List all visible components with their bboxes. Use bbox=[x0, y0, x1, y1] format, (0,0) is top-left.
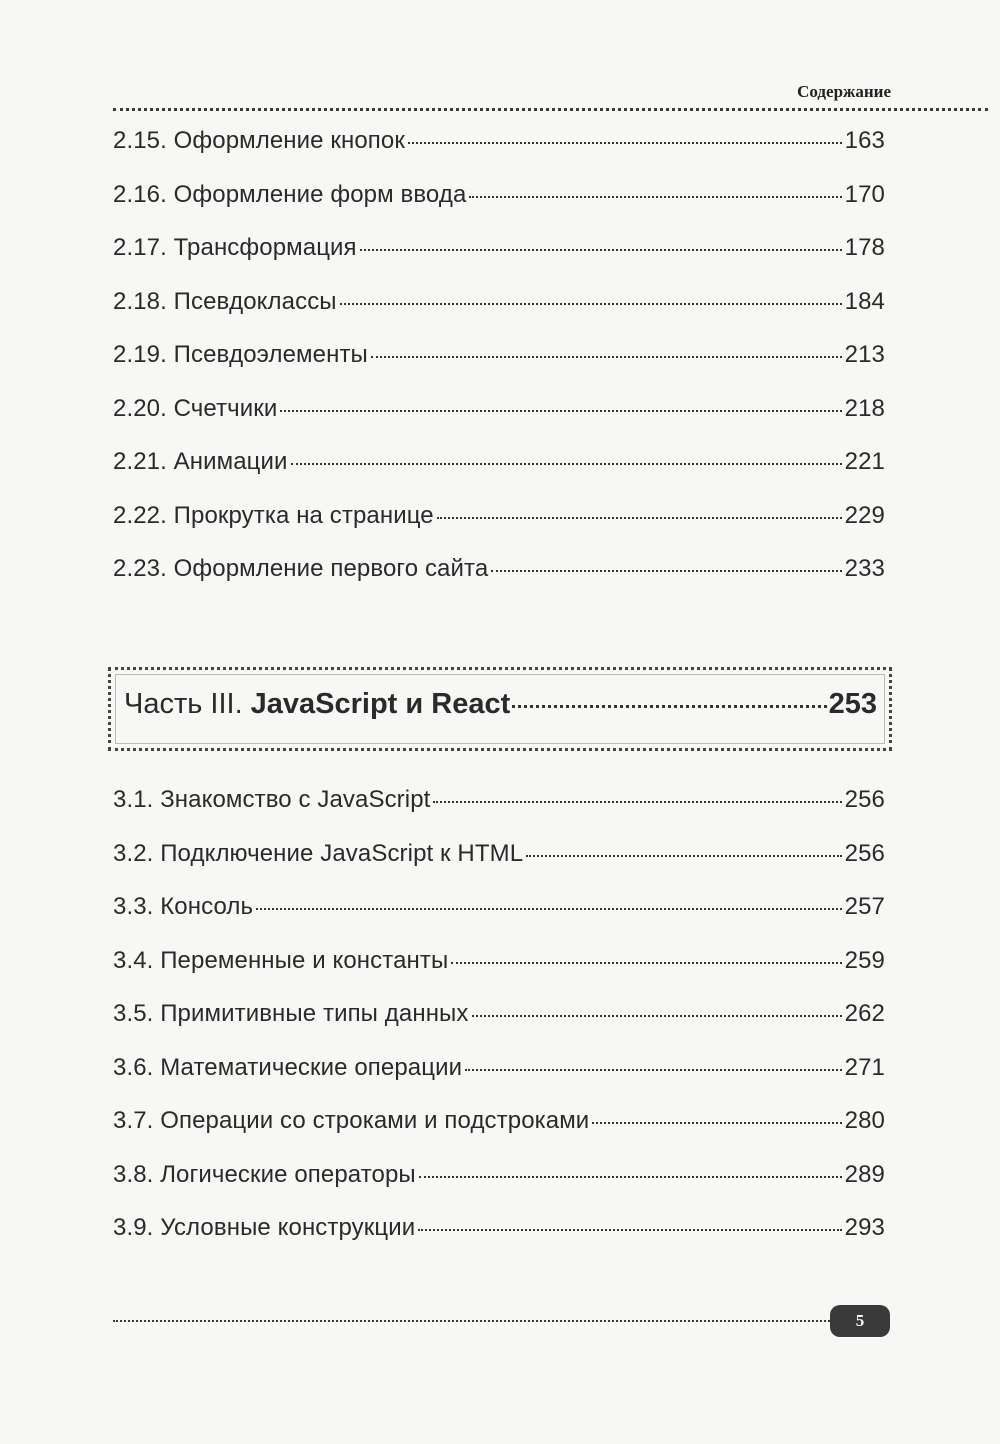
leader-dots bbox=[340, 303, 842, 305]
toc-entry-title: 3.5. Примитивные типы данных bbox=[113, 1000, 469, 1027]
part-heading bbox=[124, 688, 877, 721]
toc-entry-title: 2.18. Псевдоклассы bbox=[113, 287, 337, 315]
leader-dots bbox=[256, 908, 842, 910]
header-divider bbox=[113, 108, 988, 111]
toc-entry-page: 229 bbox=[844, 501, 885, 529]
footer-divider bbox=[113, 1320, 833, 1322]
toc-entry-page: 293 bbox=[844, 1214, 885, 1241]
toc-entry-page: 218 bbox=[844, 394, 885, 422]
toc-entry-title: 3.2. Подключение JavaScript к HTML bbox=[113, 839, 524, 867]
toc-entry[interactable] bbox=[113, 947, 885, 1001]
leader-dots bbox=[433, 801, 841, 803]
running-header-title: Содержание bbox=[797, 82, 891, 101]
toc-entry[interactable] bbox=[113, 395, 885, 449]
leader-dots bbox=[418, 1229, 841, 1231]
leader-dots bbox=[526, 855, 841, 857]
toc-entry-title: 3.4. Переменные и константы bbox=[113, 946, 449, 974]
part-title: JavaScript и React bbox=[250, 688, 511, 720]
toc-entry[interactable] bbox=[113, 1054, 885, 1108]
toc-entry[interactable] bbox=[113, 127, 885, 181]
leader-dots bbox=[491, 570, 841, 572]
leader-dots bbox=[419, 1176, 842, 1178]
leader-dots bbox=[469, 196, 841, 198]
toc-entry-page: 262 bbox=[844, 1000, 885, 1027]
toc-entry[interactable] bbox=[113, 1107, 885, 1161]
toc-entry-page: 257 bbox=[844, 893, 885, 920]
toc-entry-title: 3.9. Условные конструкции bbox=[113, 1214, 416, 1241]
toc-entry-title: 3.8. Логические операторы bbox=[113, 1160, 416, 1188]
leader-dots bbox=[592, 1122, 841, 1124]
toc-entry-title: 2.17. Трансформация bbox=[113, 234, 357, 261]
toc-entry-page: 256 bbox=[844, 786, 885, 813]
toc-entry-title: 2.16. Оформление форм ввода bbox=[113, 180, 467, 208]
toc-entry-title: 2.20. Счетчики bbox=[113, 394, 278, 422]
toc-entry-page: 289 bbox=[844, 1160, 885, 1188]
toc-entry[interactable] bbox=[113, 1161, 885, 1215]
page-number-badge: 5 bbox=[830, 1305, 890, 1337]
toc-entry[interactable] bbox=[113, 181, 885, 235]
toc-entry-page: 163 bbox=[844, 127, 885, 154]
leader-dots bbox=[291, 463, 842, 465]
toc-entry[interactable] bbox=[113, 1214, 885, 1268]
toc-entry-title: 3.7. Операции со строками и подстроками bbox=[113, 1107, 590, 1134]
part-heading-box[interactable] bbox=[108, 667, 892, 751]
toc-entry[interactable] bbox=[113, 341, 885, 395]
leader-dots bbox=[465, 1069, 842, 1071]
toc-entry-title: 2.22. Прокрутка на странице bbox=[113, 501, 434, 529]
part-page: 253 bbox=[828, 688, 877, 720]
toc-entry-title: 2.19. Псевдоэлементы bbox=[113, 341, 368, 368]
toc-entry-page: 178 bbox=[844, 234, 885, 261]
toc-entry-title: 3.6. Математические операции bbox=[113, 1053, 463, 1081]
toc-entry[interactable] bbox=[113, 786, 885, 840]
toc-entry-title: 3.1. Знакомство с JavaScript bbox=[113, 786, 431, 813]
toc-entry-page: 221 bbox=[844, 448, 885, 475]
toc-entry[interactable] bbox=[113, 288, 885, 342]
toc-entry-title: 3.3. Консоль bbox=[113, 893, 254, 920]
leader-dots bbox=[280, 410, 841, 412]
toc-entry-page: 280 bbox=[844, 1107, 885, 1134]
leader-dots bbox=[360, 249, 842, 251]
toc-entry[interactable] bbox=[113, 840, 885, 894]
toc-entry-page: 213 bbox=[844, 341, 885, 368]
part-prefix: Часть III. bbox=[124, 688, 243, 720]
leader-dots bbox=[472, 1015, 842, 1017]
toc-entry-page: 170 bbox=[844, 180, 885, 208]
toc-entry-title: 2.15. Оформление кнопок bbox=[113, 127, 405, 154]
toc-list-section-3 bbox=[113, 786, 885, 1268]
toc-entry[interactable] bbox=[113, 448, 885, 502]
leader-dots bbox=[408, 142, 842, 144]
leader-dots bbox=[437, 517, 842, 519]
leader-dots bbox=[371, 356, 842, 358]
toc-entry[interactable] bbox=[113, 893, 885, 947]
toc-entry-title: 2.23. Оформление первого сайта bbox=[113, 555, 489, 582]
toc-entry[interactable] bbox=[113, 1000, 885, 1054]
toc-entry[interactable] bbox=[113, 502, 885, 556]
toc-entry-page: 259 bbox=[844, 946, 885, 974]
leader-dots bbox=[512, 705, 826, 708]
toc-entry-page: 233 bbox=[844, 555, 885, 582]
toc-entry-page: 271 bbox=[844, 1053, 885, 1081]
toc-list-section-2 bbox=[113, 127, 885, 609]
toc-entry-title: 2.21. Анимации bbox=[113, 448, 288, 475]
toc-entry[interactable] bbox=[113, 234, 885, 288]
toc-entry-page: 256 bbox=[844, 839, 885, 867]
toc-entry-page: 184 bbox=[844, 287, 885, 315]
leader-dots bbox=[451, 962, 841, 964]
toc-entry[interactable] bbox=[113, 555, 885, 609]
